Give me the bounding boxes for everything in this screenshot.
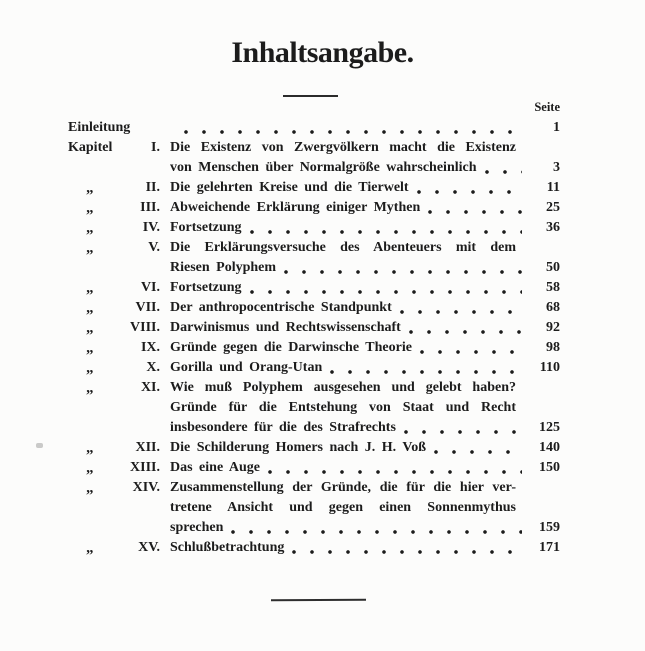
toc-entry-text-line: tretene Ansicht und gegen einen Sonnenmythus [170, 500, 516, 515]
toc-entry-page: 25 [546, 200, 560, 215]
toc-entry-text: insbesondere für die des Strafrechts [170, 420, 396, 435]
title-divider [283, 95, 338, 97]
toc-entry [68, 458, 560, 478]
toc-entry-page: 3 [553, 160, 560, 175]
toc-entry [68, 378, 560, 438]
toc-entry-body [170, 538, 560, 558]
toc-entry-last-line [170, 158, 560, 178]
toc-entry-last-line [170, 458, 560, 478]
dot-leader [428, 209, 522, 215]
toc-entry-label: „ [86, 240, 94, 256]
toc-entry [68, 318, 560, 338]
toc-entry-page: 36 [546, 220, 560, 235]
toc-entry-numeral: VI. [140, 280, 160, 295]
toc-entry-numeral: V. [148, 240, 160, 255]
toc-entry-last-line [170, 258, 560, 278]
toc-list [68, 118, 560, 558]
toc-entry [68, 138, 560, 178]
toc-entry-body [176, 118, 560, 138]
toc-entry-text: Darwinismus und Rechtswissenschaft [170, 320, 401, 335]
toc-entry-label: „ [86, 360, 94, 376]
toc-entry [68, 178, 560, 198]
toc-entry-label: Kapitel [68, 140, 113, 155]
toc-entry-text: Die Schilderung Homers nach J. H. Voß [170, 440, 427, 455]
dot-leader [434, 449, 522, 455]
toc-entry-text: sprechen [170, 520, 224, 535]
toc-entry-page: 11 [546, 180, 560, 195]
page-number-column-header: Seite [534, 100, 560, 114]
toc-entry-numeral: IX. [140, 340, 160, 355]
toc-entry-numeral: IV. [142, 220, 160, 235]
toc-entry-label: „ [86, 460, 94, 476]
toc-entry-text: Riesen Polyphem [170, 260, 277, 275]
toc-entry-body [170, 218, 560, 238]
toc-entry-text-line: Gründe für die Entstehung von Staat und Recht [170, 400, 516, 415]
toc-entry-body [170, 478, 560, 538]
toc-entry-numeral: I. [151, 140, 160, 155]
toc-entry [68, 298, 560, 318]
dot-leader [420, 349, 522, 355]
toc-entry-body [170, 198, 560, 218]
toc-entry-numeral: XI. [140, 380, 160, 395]
toc-entry-label: „ [86, 340, 94, 356]
toc-entry [68, 478, 560, 538]
toc-entry-page: 125 [539, 420, 560, 435]
toc-entry-numeral: XII. [135, 440, 160, 455]
toc-entry-page: 159 [539, 520, 560, 535]
toc-entry [68, 238, 560, 278]
toc-entry-label: „ [86, 440, 94, 456]
dot-leader [184, 129, 522, 135]
toc-entry-page: 92 [546, 320, 560, 335]
dot-leader [417, 189, 522, 195]
toc-entry-last-line [170, 418, 560, 438]
dot-leader [330, 369, 522, 375]
toc-entry-page: 98 [546, 340, 560, 355]
dot-leader [284, 269, 522, 275]
toc-entry-text: Fortsetzung [170, 280, 242, 295]
dot-leader [250, 229, 522, 235]
toc-entry-page: 50 [546, 260, 560, 275]
toc-entry-body [170, 378, 560, 438]
dot-leader [409, 329, 522, 335]
toc-entry [68, 278, 560, 298]
dot-leader [268, 469, 522, 475]
toc-entry-page: 140 [539, 440, 560, 455]
toc-entry-body [170, 458, 560, 478]
toc-entry-label: Einleitung [68, 120, 131, 135]
toc-entry-last-line [170, 178, 560, 198]
toc-entry-page: 1 [553, 120, 560, 135]
toc-entry-last-line [170, 518, 560, 538]
toc-entry-text: Das eine Auge [170, 460, 260, 475]
toc-entry-text: Abweichende Erklärung einiger Mythen [170, 200, 421, 215]
toc-entry [68, 118, 560, 138]
toc-entry-last-line [170, 278, 560, 298]
toc-entry [68, 438, 560, 458]
toc-entry-label: „ [86, 280, 94, 296]
toc-entry [68, 198, 560, 218]
dot-leader [292, 549, 522, 555]
toc-entry-label: „ [86, 220, 94, 236]
toc-entry-label: „ [86, 480, 94, 496]
toc-entry-label: „ [86, 320, 94, 336]
toc-entry-body [170, 318, 560, 338]
toc-entry-text: Der anthropocentrische Standpunkt [170, 300, 392, 315]
toc-entry-body [170, 358, 560, 378]
dot-leader [485, 169, 522, 175]
toc-entry-body [170, 238, 560, 278]
toc-entry-page: 171 [539, 540, 560, 555]
toc-entry-text: Gründe gegen die Darwinsche Theorie [170, 340, 412, 355]
toc-entry-last-line [170, 298, 560, 318]
toc-entry-numeral: II. [145, 180, 160, 195]
toc-entry-label: „ [86, 380, 94, 396]
toc-entry-text: Gorilla und Orang-Utan [170, 360, 323, 375]
page-title: Inhaltsangabe. [231, 36, 414, 69]
toc-entry-last-line [170, 198, 560, 218]
dot-leader [404, 429, 522, 435]
toc-entry-last-line [170, 338, 560, 358]
toc-entry-numeral: XV. [138, 540, 160, 555]
toc-entry-label: „ [86, 300, 94, 316]
dot-leader [400, 309, 522, 315]
toc-entry-text-line: Wie muß Polyphem ausgesehen und gelebt haben? [170, 380, 516, 395]
toc-entry-text-line: Die Existenz von Zwergvölkern macht die Existenz [170, 140, 516, 155]
toc-entry-numeral: III. [140, 200, 160, 215]
toc-entry-last-line [170, 438, 560, 458]
toc-entry-page: 68 [546, 300, 560, 315]
toc-entry-label: „ [86, 180, 94, 196]
toc-entry-text-line: Zusammenstellung der Gründe, die für die hier ver- [170, 480, 516, 495]
toc-entry-body [170, 138, 560, 178]
toc-entry [68, 218, 560, 238]
toc-entry-numeral: VII. [135, 300, 160, 315]
toc-entry-last-line [170, 538, 560, 558]
toc-entry-numeral: XIV. [132, 480, 160, 495]
toc-entry [68, 358, 560, 378]
toc-entry-page: 58 [546, 280, 560, 295]
toc-entry-body [170, 298, 560, 318]
toc-entry-page: 150 [539, 460, 560, 475]
toc-entry-text: Fortsetzung [170, 220, 242, 235]
scan-artifact-speck [36, 443, 43, 448]
toc-entry-numeral: XIII. [130, 460, 160, 475]
dot-leader [231, 529, 522, 535]
toc-entry-last-line [170, 318, 560, 338]
toc-entry-last-line [170, 218, 560, 238]
toc-entry-text: Die gelehrten Kreise und die Tierwelt [170, 180, 409, 195]
toc-entry-text: von Menschen über Normalgröße wahrscheinlich [170, 160, 477, 175]
toc-entry-last-line [176, 118, 560, 138]
toc-entry-text-line: Die Erklärungsversuche des Abenteuers mit dem [170, 240, 516, 255]
toc-entry-body [170, 278, 560, 298]
toc-entry [68, 338, 560, 358]
dot-leader [250, 289, 522, 295]
toc-entry-body [170, 338, 560, 358]
toc-entry-page: 110 [539, 360, 560, 375]
toc-entry-label: „ [86, 540, 94, 556]
toc-entry-body [170, 438, 560, 458]
toc-entry-numeral: X. [146, 360, 160, 375]
toc-entry-body [170, 178, 560, 198]
end-divider [271, 599, 366, 601]
toc-entry-label: „ [86, 200, 94, 216]
toc-entry-text: Schlußbetrachtung [170, 540, 285, 555]
toc-entry-numeral: VIII. [130, 320, 160, 335]
toc-entry-last-line [170, 358, 560, 378]
toc-entry [68, 538, 560, 558]
